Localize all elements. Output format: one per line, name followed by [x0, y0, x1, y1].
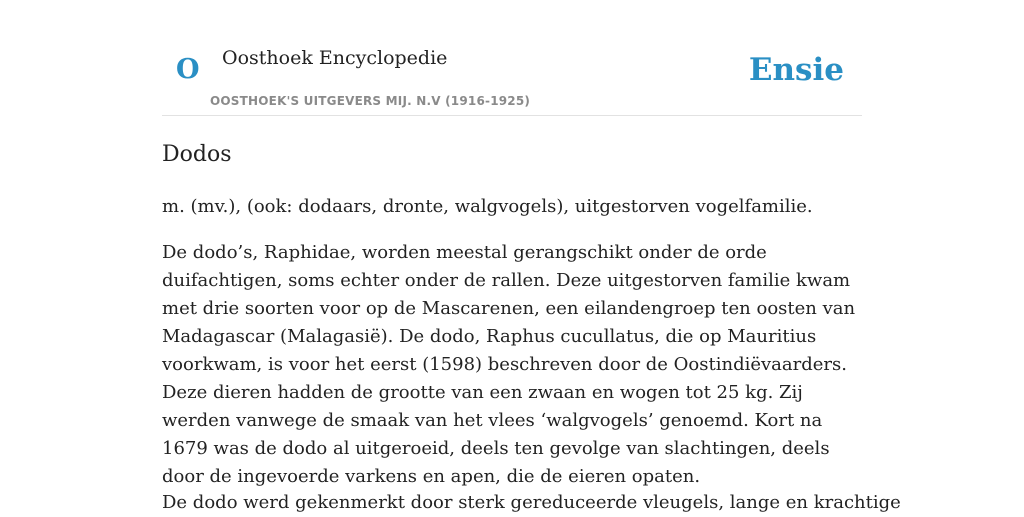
article-paragraph: De dodo werd gekenmerkt door sterk gereduceerde vleugels, lange en krachtige [162, 492, 901, 513]
page [162, 0, 901, 513]
site-header [162, 0, 862, 116]
article-definition: m. (mv.), (ook: dodaars, dronte, walgvogels), uitgestorven vogelfamilie. [162, 196, 813, 217]
site-logo[interactable]: O [176, 54, 200, 85]
site-title[interactable]: Oosthoek Encyclopedie [222, 47, 448, 69]
publisher-label: OOSTHOEK'S UITGEVERS MIJ. N.V (1916-1925) [210, 94, 531, 108]
article-paragraph: De dodo’s, Raphidae, worden meestal gerangschikt onder de orde duifachtigen, soms echter onder de rallen. Deze uitgestorven familie kwam met drie soorten voor op de Mascarenen, een eilandengroep ten oosten van Madagascar (Malagasië). De dodo, Raphus cucullatus, die op Mauritius voorkwam, is voor het eerst (1598) beschreven door de Oostindiëvaarders. Deze dieren hadden de grootte van een zwaan en wogen tot 25 kg. Zij werden vanwege de smaak van het vlees ‘walgvogels’ genoemd. Kort na 1679 was de dodo al uitgeroeid, deels ten gevolge van slachtingen, deels door de ingevoerde varkens en apen, die de eieren opaten. [162, 242, 856, 487]
article-title: Dodos [162, 142, 232, 167]
brand-logo[interactable]: Ensie [748, 52, 844, 88]
